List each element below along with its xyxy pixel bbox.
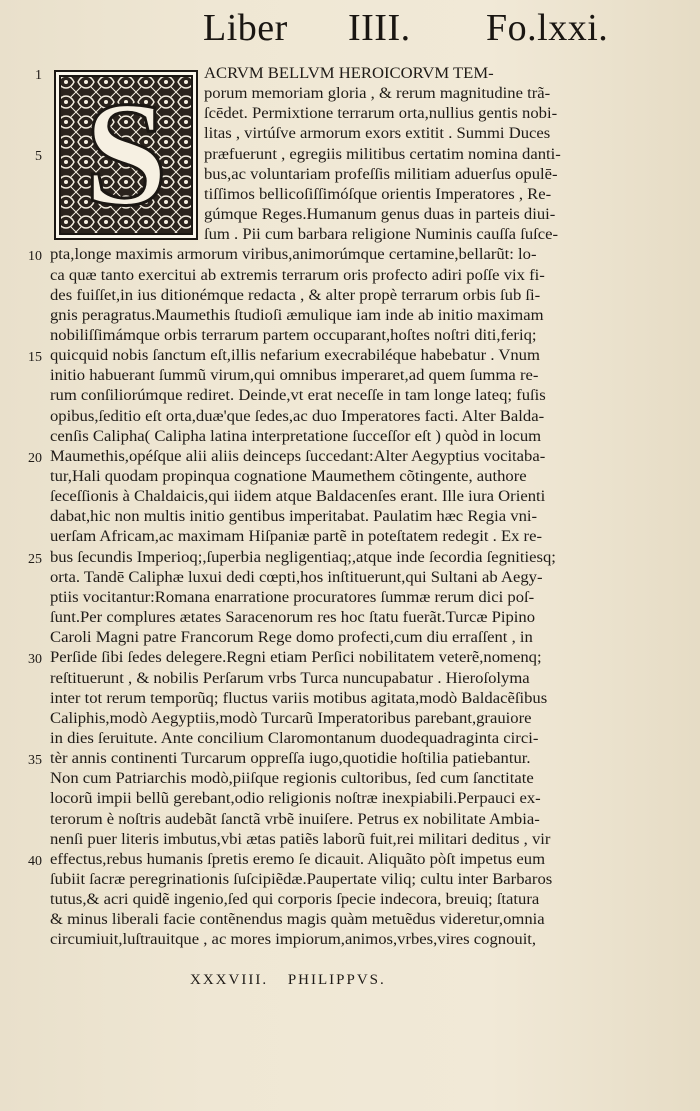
text-line: bus ſecundis Imperioq;,ſuperbia negligentiaq;,atque inde ſecordia ſegnitiesq; <box>50 548 556 566</box>
text-line: tur,Hali quodam propinqua cognatione Maumethem cõtingente, authore <box>50 468 527 485</box>
text-line: ſcēdet. Permixtione terrarum orta,nullius gentis nobi- <box>204 105 558 123</box>
line-number: 25 <box>28 551 42 567</box>
text-line: dabat,hic non multis initio gentibus imperitabat. Paulatim hæc Regia vni- <box>50 508 538 526</box>
running-head <box>0 4 700 52</box>
text-line: reſtituerunt , & nobilis Perſarum vrbs Turca nuncupabatur . Hieroſolyma <box>50 669 530 687</box>
text-line: Caliphis,modò Aegyptiis,modò Turcarũ Imperatoribus parebant,grauiore <box>50 709 532 727</box>
text-line: tèr annis continenti Turcarum oppreſſa iugo,quotidie hoſtilia patiebantur. <box>50 750 531 768</box>
line-number: 30 <box>28 652 42 668</box>
text-line: litas , virtúſve armorum exors extitit . Summi Duces <box>204 125 551 143</box>
text-line: & minus liberali facie contẽnendus magis quàm metuẽdus videretur,omnia <box>50 911 545 929</box>
line-number: 15 <box>28 350 42 366</box>
text-line: des fuiſſet,in ius ditionémque redacta , & alter propè terrarum orbis ſub ſi- <box>50 286 541 304</box>
text-line: cenſis Calipha( Calipha latina interpretatione ſucceſſor eſt ) quòd in locum <box>50 427 542 445</box>
page-footer <box>190 970 400 990</box>
text-line: effectus,rebus humanis ſpretis eremo ſe dicauit. Aliquãto pòſt impetus eum <box>50 850 546 868</box>
decorated-initial-letter <box>54 70 198 240</box>
text-line: Caroli Magni patre Francorum Rege domo profecti,cum diu erraſſent , in <box>50 629 533 647</box>
text-line: nobiliſſimámque orbis terrarum partem occuparant,hoſtes noſtri diti,feriq; <box>50 326 537 344</box>
line-number: 10 <box>28 249 42 265</box>
text-line: in dies ſeruitute. Ante concilium Claromontanum duodequadraginta circi- <box>50 729 539 747</box>
text-line: Non cum Patriarchis modò,piiſque regionis cultoribus, ſed cum ſanctitate <box>50 770 534 788</box>
line-number: 20 <box>28 450 42 466</box>
text-line: initio habuerant ſummũ virum,qui omnibus imperaret,ad quem ſumma re- <box>50 367 539 385</box>
line-number: 40 <box>28 853 42 869</box>
text-line: uerſam Africam,ac maximam Hiſpaniæ partẽ in poteſtatem redegit . Ex re- <box>50 528 543 546</box>
initial-letter-glyph: S <box>84 72 168 237</box>
text-line: locorũ impii bellũ gerebant,odio religionis noſtræ inexpiabili.Perpauci ex- <box>50 790 541 808</box>
decorated-initial-graphic <box>56 72 196 238</box>
text-line: ſeceſſionis à Chaldaicis,qui iidem atque Baldacenſes erant. Ille iura Orienti <box>50 488 546 506</box>
text-line: orta. Tandē Caliphæ luxui dedi cœpti,hos inſtituerunt,qui Sultani ab Aegy- <box>50 568 543 586</box>
text-line: Perſide ſibi ſedes delegere.Regni etiam Perſici nobilitatem veterẽ,nomenq; <box>50 649 542 667</box>
text-line: rum conſiliorúmque rediret. Deinde,vt erat neceſſe in tam longe lateq; fuſis <box>50 387 546 405</box>
text-line: ACRVM BELLVM HEROICORVM TEM- <box>204 65 494 82</box>
text-line: tiſſimos bellicoſiſſimóſque orientis Imperatores , Re- <box>204 185 552 203</box>
text-line: terorum è noſtris audebãt ſanctã vrbẽ inuiſere. Petrus ex nobilitate Ambia- <box>50 810 540 828</box>
text-line: ptiis vocitantur:Romana enarratione procuratores ſummæ rerum dici poſ- <box>50 588 535 606</box>
text-line: præfuerunt , egregiis militibus certatim nomina danti- <box>204 145 561 163</box>
folio-number: Fo.lxxi. <box>486 7 609 49</box>
signature-mark: XXXVIII. <box>190 972 269 988</box>
text-line: Maumethis,opéſque alii aliis deinceps ſuccedant:Alter Aegyptius vocitaba- <box>50 447 546 465</box>
text-line: ſunt.Per complures ætates Saracenorum res hoc ſtatu fuerãt.Turcæ Pipino <box>50 609 536 627</box>
text-line: bus,ac voluntariam profeſſis militiam aduerſus opulē- <box>204 165 558 183</box>
text-line: quicquid nobis ſanctum eſt,illis nefarium execrabiléque habebatur . Vnum <box>50 347 540 365</box>
text-line: tutus,& acri quidẽ ingenio,ſed qui corporis ſpecie indecora, breuiq; ſtatura <box>50 891 540 909</box>
text-line: circumiuit,luſtrauitque , ac mores impiorum,animos,vrbes,vires cognouit, <box>50 931 537 949</box>
text-line: inter tot rerum temporũq; fluctus variis motibus agitata,modò Baldacẽſibus <box>50 689 548 707</box>
line-number: 35 <box>28 753 42 769</box>
text-line: opibus,ſeditio eſt orta,duæ'que ſedes,ac duo Imperatores facti. Alter Balda- <box>50 407 545 425</box>
text-line: gúmque Reges.Humanum genus duas in parteis diui- <box>204 206 556 224</box>
text-line: ſubiit ſacræ peregrinationis ſuſcipiẽdæ.Paupertate viliq; cultu inter Barbaros <box>50 871 553 888</box>
running-head-liber: Liber <box>203 7 288 49</box>
catchword: PHILIPPVS. <box>287 972 386 988</box>
text-line: porum memoriam gloria , & rerum magnitudine trã- <box>204 85 551 103</box>
line-number: 1 <box>35 68 42 83</box>
text-line: ca quæ tanto exercitui ab extremis terrarum oris profecto adiri poſſe vix fi- <box>50 266 545 284</box>
running-head-book-number: IIII. <box>348 7 411 49</box>
text-line: ſum . Pii cum barbara religione Numinis cauſſa ſuſce- <box>204 226 559 244</box>
text-line: nenſi puer literis imbutus,vbi ætas patiẽs laborũ fuit,rei militari deditus , vir <box>50 830 551 848</box>
text-line: gnis peragratus.Maumethis ſtudioſi æmulique iam inde ab initio maximam <box>50 306 544 324</box>
text-line: pta,longe maximis armorum viribus,animorúmque certamine,bellarũt: lo- <box>50 246 537 264</box>
line-number: 5 <box>35 148 42 164</box>
